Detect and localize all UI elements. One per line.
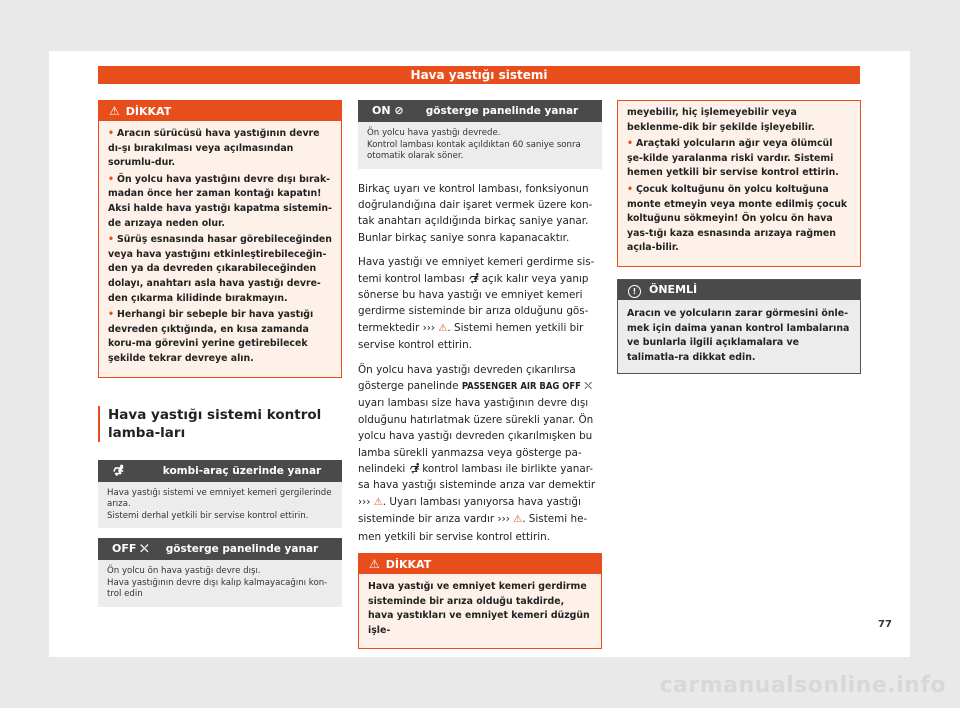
indicator-line: Hava yastığının devre dışı kalıp kalmayacağını kon-trol edin (107, 577, 328, 599)
warning-item (108, 233, 332, 306)
warning-box-continued (617, 100, 861, 267)
warning-box (358, 553, 602, 649)
warning-item (627, 183, 851, 256)
indicator-line: Ön yolcu ön hava yastığı devre dışı. (107, 566, 261, 576)
warning-box-title (359, 554, 601, 574)
bullet-icon: • (108, 173, 114, 185)
airbag-off-icon: ⛌ (584, 379, 592, 392)
cross-reference-arrow: ››› (422, 321, 436, 334)
warning-box-body (359, 574, 601, 648)
paragraph (358, 254, 602, 353)
info-icon: ! (628, 285, 641, 298)
indicator-description (98, 482, 342, 529)
paragraph: Birkaç uyarı ve kontrol lambası, fonksiyonun doğrulandığına dair işaret vermek üzere kon-tak anahtarı açıldığında birkaç saniye yanar. Bunlar birkaç saniye sonra kapanacaktır. (358, 182, 593, 244)
indicator-description (98, 560, 342, 607)
cross-reference-arrow: ››› (358, 495, 371, 508)
warning-item (108, 127, 332, 171)
note-text: Aracın ve yolcuların zarar görmesini önle-mek için daima yanan kontrol lambalarına ve bunlarla ilgili açıklamalara ve talimatla-ra dikkat edin. (627, 307, 850, 363)
bullet-icon: • (627, 183, 633, 195)
bullet-icon: • (108, 309, 114, 321)
warning-triangle-icon: ⚠ (109, 104, 120, 118)
warning-item (108, 308, 332, 366)
indicator-heading-airbag-off (98, 538, 342, 560)
body-text (358, 181, 602, 546)
indicator-line: Ön yolcu hava yastığı devrede. (367, 128, 501, 138)
bullet-icon: • (108, 128, 114, 139)
airbag-off-icon-label: OFF (112, 542, 137, 555)
indicator-line: Sistemi derhal yetkili bir servise kontrol ettirin. (107, 510, 309, 521)
page-number: 77 (878, 619, 892, 630)
warning-item-text: Araçtaki yolcuların ağır veya ölümcül şe-kilde yaralanma riski vardır. Sistemi hemen yetkili bir servise kontrol ettirin. (627, 138, 839, 179)
indicator-line: Hava yastığı sistemi ve emniyet kemeri gergilerinde arıza. (107, 487, 332, 509)
warning-box-title (99, 101, 341, 121)
page-header-title: Hava yastığı sistemi (98, 66, 860, 84)
warning-triangle-icon: ⚠ (513, 514, 523, 526)
text-run: . Sistemi he-men yetkili bir servise kontrol ettirin. (358, 513, 588, 543)
indicator-heading-text: gösterge panelinde yanar (425, 105, 579, 117)
column-middle (358, 100, 602, 649)
section-title: Hava yastığı sistemi kontrol lamba-ları (98, 406, 342, 442)
text-run: . Sistemi hemen yetkili bir servise kontrol ettirin. (358, 321, 584, 352)
warning-item-text: Ön yolcu hava yastığını devre dışı bırak-madan önce her zaman kontağı kapatın! Aksi halde hava yastığı kapatma sistemin-de arızaya neden olur. (108, 173, 332, 229)
warning-triangle-icon: ⚠ (438, 322, 448, 334)
indicator-heading-text: kombi-araç üzerinde yanar (162, 464, 322, 477)
warning-title-text: DİKKAT (385, 558, 432, 572)
note-box (617, 279, 861, 374)
warning-item-text: Sürüş esnasında hasar görebileceğinden veya hava yastığını etkinleştirebileceğin-den ya da devreden çıkarabileceğinden dolayı, anahtarı asla hava yastığı devre-den çıkarma kilidinde bırakmayın. (108, 234, 332, 304)
warning-item (627, 137, 851, 181)
warning-box-body (99, 121, 341, 377)
watermark: carmanualsonline.info (659, 673, 946, 698)
warning-triangle-icon: ⚠ (369, 557, 380, 572)
column-left (98, 100, 342, 607)
note-title-text: ÖNEMLİ (649, 282, 698, 296)
note-box-title (618, 280, 860, 300)
warning-text: meyebilir, hiç işlemeyebilir veya beklenme-dik bir şekilde işleyebilir. (627, 107, 815, 133)
paragraph (358, 362, 602, 545)
warning-box-body (618, 101, 860, 266)
airbag-off-icon: OFF ⛌ (112, 542, 149, 555)
text-run: Ön yolcu hava yastığı devreden çıkarılırsa gösterge panelinde (358, 363, 576, 392)
warning-box (98, 100, 342, 378)
indicator-description (358, 122, 602, 169)
warning-triangle-icon: ⚠ (373, 496, 383, 508)
text-run: kontrol lambası ile birlikte yanar-sa hava yastığı sisteminde arıza var demektir (358, 463, 596, 492)
indicator-heading-text: gösterge panelinde yanar (165, 543, 319, 555)
airbag-warning-icon: 🮲 (112, 463, 123, 477)
airbag-warning-icon: 🮲 (408, 463, 419, 475)
warning-item (108, 173, 332, 231)
text-run: açık kalır veya yanıp sönerse bu hava yastığı ve emniyet kemeri gerdirme sisteminde bir arıza olduğunu gös-termektedir (358, 272, 589, 334)
airbag-on-icon-label: ON (372, 104, 391, 117)
indicator-line: Kontrol lambası kontak açıldıktan 60 saniye sonra otomatik olarak söner. (367, 139, 581, 161)
column-right (617, 100, 861, 374)
passenger-airbag-off-label: PASSENGER AIR BAG OFF (461, 380, 581, 392)
airbag-on-icon: ON ⊘ (372, 104, 404, 117)
text-run: . Uyarı lambası yanıyorsa hava yastığı sisteminde bir arıza vardır (358, 495, 581, 526)
text-run: Hava yastığı ve emniyet kemeri gerdirme sis-temi kontrol lambası (358, 256, 595, 285)
indicator-heading-airbag-on (358, 100, 602, 122)
cross-reference-arrow: ››› (497, 513, 510, 526)
warning-text: Hava yastığı ve emniyet kemeri gerdirme sisteminde bir arıza olduğu takdirde, hava yastıkları ve emniyet kemeri düzgün işle- (368, 581, 590, 636)
warning-item-text: Çocuk koltuğunu ön yolcu koltuğuna monte etmeyin veya monte edilmiş çocuk koltuğunu sökmeyin! Ön yolcu ön hava yas-tığı kaza esnasında arızaya rağmen açıla-bilir. (627, 183, 848, 254)
warning-item-text: Aracın sürücüsü hava yastığının devre dı-şı bırakılması veya açılmasından sorumlu-dur. (108, 128, 320, 169)
text-run: uyarı lambası size hava yastığının devre dışı olduğunu hatırlatmak üzere sürekli yanar. Ön yolcu hava yastığı devreden çıkarılmışken bu lamba sürekli yanmazsa veya gösterge pa-nelindeki (358, 397, 594, 475)
indicator-heading-airbag (98, 460, 342, 482)
airbag-warning-icon: 🮲 (467, 272, 479, 285)
warning-title-text: DİKKAT (125, 105, 172, 118)
warning-item-text: Herhangi bir sebeple bir hava yastığı devreden çıktığında, en kısa zamanda koru-ma görevini yerine getirebilecek şekilde tekrar devreye alın. (108, 309, 314, 364)
bullet-icon: • (108, 234, 114, 246)
bullet-icon: • (627, 138, 633, 150)
